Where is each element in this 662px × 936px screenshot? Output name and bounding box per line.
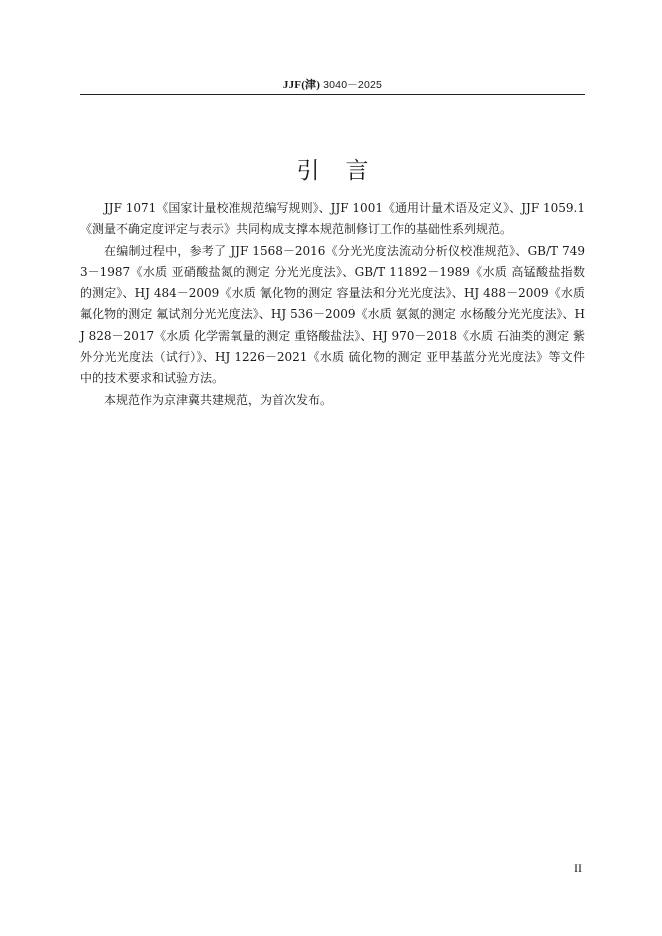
- header-code: JJF(津): [282, 79, 321, 91]
- header-rule: [80, 94, 585, 95]
- page-number: II: [574, 861, 582, 875]
- body-text: [80, 198, 585, 411]
- running-header: [80, 76, 585, 92]
- paragraph-1: JJF 1071《国家计量校准规范编写规则》、JJF 1001《通用计量术语及定义》、JJF 1059.1《测量不确定度评定与表示》共同构成支撑本规范制修订工作的基础性系列规范。: [80, 201, 585, 237]
- section-title: 引言: [296, 158, 395, 184]
- header-number: 3040－2025: [323, 79, 383, 91]
- paragraph-3: 本规范作为京津冀共建规范，为首次发布。: [104, 392, 333, 407]
- paragraph-2: 在编制过程中，参考了 JJF 1568－2016《分光光度法流动分析仪校准规范》、GB/T 7493－1987《水质 亚硝酸盐氮的测定 分光光度法》、GB/T 11892－1989《水质 高锰酸盐指数的测定》、HJ 484－2009《水质 氰化物的测定 容量法和分光光度法》、HJ 488－2009《水质 氟化物的测定 氟试剂分光光度法》、HJ 536－2009《水质 氨氮的测定 水杨酸分光光度法》、HJ 828－2017《水质 化学需氧量的测定 重铬酸盐法》、HJ 970－2018《水质 石油类的测定 紫外分光光度法（试行）》、HJ 1226－2021《水质 硫化物的测定 亚甲基蓝分光光度法》等文件中的技术要求和试验方法。: [80, 243, 585, 386]
